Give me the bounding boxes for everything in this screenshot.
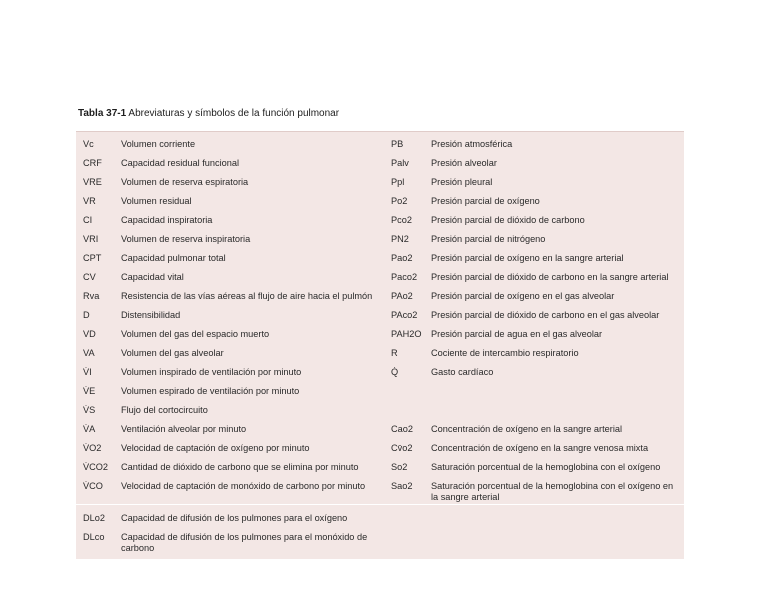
abbreviation-right: Paco2	[391, 272, 418, 282]
row-group-divider	[76, 504, 684, 505]
abbreviation-left: V̇A	[83, 424, 96, 434]
definition-left: Volumen de reserva inspiratoria	[121, 234, 251, 244]
definition-right: Presión parcial de oxígeno	[431, 196, 540, 206]
definition-right: Presión parcial de dióxido de carbono	[431, 215, 585, 225]
abbreviation-left: VR	[83, 196, 96, 206]
abbreviation-right: PN2	[391, 234, 409, 244]
definition-right: Presión pleural	[431, 177, 493, 187]
definition-left: Resistencia de las vías aéreas al flujo de aire hacia el pulmón	[121, 291, 373, 301]
abbreviation-left: CPT	[83, 253, 102, 263]
abbreviation-left: CI	[83, 215, 93, 225]
abbreviation-right: Cao2	[391, 424, 413, 434]
abbreviation-left: V̇I	[83, 367, 92, 377]
abbreviation-right: Ppl	[391, 177, 405, 187]
abbreviation-left: VD	[83, 329, 96, 339]
definition-left: Capacidad de difusión de los pulmones para el monóxido de carbono	[121, 532, 368, 553]
definition-left: Velocidad de captación de oxígeno por minuto	[121, 443, 310, 453]
definition-left: Capacidad residual funcional	[121, 158, 239, 168]
definition-left: Volumen espirado de ventilación por minuto	[121, 386, 300, 396]
definition-right: Gasto cardíaco	[431, 367, 494, 377]
abbreviation-right: Pao2	[391, 253, 413, 263]
definition-right: Presión alveolar	[431, 158, 497, 168]
definition-right: Presión parcial de oxígeno en el gas alveolar	[431, 291, 615, 301]
definition-left: Capacidad de difusión de los pulmones para el oxígeno	[121, 513, 348, 523]
abbreviation-left: V̇O2	[83, 443, 102, 453]
definition-right: Presión atmosférica	[431, 139, 513, 149]
abbreviation-left: VRI	[83, 234, 99, 244]
definition-right: Saturación porcentual de la hemoglobina con el oxígeno en la sangre arterial	[431, 481, 674, 502]
definition-left: Volumen de reserva espiratoria	[121, 177, 249, 187]
definition-right: Presión parcial de dióxido de carbono en la sangre arterial	[431, 272, 669, 282]
definition-left: Flujo del cortocircuito	[121, 405, 208, 415]
abbreviation-right: PAH2O	[391, 329, 422, 339]
definition-left: Volumen corriente	[121, 139, 196, 149]
abbreviation-right: So2	[391, 462, 408, 472]
abbreviation-left: VRE	[83, 177, 102, 187]
definition-left: Volumen inspirado de ventilación por minuto	[121, 367, 302, 377]
definition-right: Presión parcial de nitrógeno	[431, 234, 546, 244]
abbreviation-left: V̇E	[83, 386, 96, 396]
definition-left: Capacidad vital	[121, 272, 184, 282]
abbreviation-right: PAco2	[391, 310, 418, 320]
abbreviation-right: Sao2	[391, 481, 413, 491]
abbreviation-right: Pco2	[391, 215, 412, 225]
abbreviation-left: Rva	[83, 291, 100, 301]
table-title: Abreviaturas y símbolos de la función pulmonar	[128, 108, 340, 119]
definition-right: Cociente de intercambio respiratorio	[431, 348, 579, 358]
definition-right: Concentración de oxígeno en la sangre venosa mixta	[431, 443, 649, 453]
definition-left: Velocidad de captación de monóxido de carbono por minuto	[121, 481, 366, 491]
table-number: Tabla 37-1	[78, 108, 127, 119]
abbreviation-left: Vc	[83, 139, 94, 149]
definition-left: Ventilación alveolar por minuto	[121, 424, 247, 434]
definition-right: Saturación porcentual de la hemoglobina con el oxígeno	[431, 462, 661, 472]
abbreviation-left: D	[83, 310, 90, 320]
abbreviation-right: Po2	[391, 196, 408, 206]
abbreviation-right: PAo2	[391, 291, 413, 301]
abbreviation-right: Palv	[391, 158, 409, 168]
abbreviation-right: Q̇	[391, 367, 399, 377]
definition-right: Presión parcial de agua en el gas alveolar	[431, 329, 603, 339]
abbreviations-table	[76, 131, 684, 559]
table-top-rule	[76, 131, 684, 132]
definition-left: Volumen del gas alveolar	[121, 348, 224, 358]
abbreviation-left: CV	[83, 272, 96, 282]
abbreviation-left: CRF	[83, 158, 102, 168]
definition-left: Distensibilidad	[121, 310, 181, 320]
definition-left: Volumen del gas del espacio muerto	[121, 329, 270, 339]
definition-left: Capacidad pulmonar total	[121, 253, 226, 263]
abbreviation-right: R	[391, 348, 398, 358]
abbreviation-left: VA	[83, 348, 95, 358]
abbreviation-right: PB	[391, 139, 404, 149]
abbreviation-left: DLo2	[83, 513, 105, 523]
abbreviation-left: DLco	[83, 532, 105, 542]
abbreviation-left: V̇S	[83, 405, 96, 415]
definition-left: Volumen residual	[121, 196, 192, 206]
abbreviation-left: V̇CO2	[83, 462, 109, 472]
abbreviation-right: Cv̄o2	[391, 443, 413, 453]
definition-left: Cantidad de dióxido de carbono que se elimina por minuto	[121, 462, 359, 472]
definition-right: Concentración de oxígeno en la sangre arterial	[431, 424, 623, 434]
table-caption	[78, 108, 339, 119]
definition-left: Capacidad inspiratoria	[121, 215, 213, 225]
abbreviation-left: V̇CO	[83, 481, 103, 491]
definition-right: Presión parcial de dióxido de carbono en el gas alveolar	[431, 310, 660, 320]
definition-right: Presión parcial de oxígeno en la sangre arterial	[431, 253, 624, 263]
